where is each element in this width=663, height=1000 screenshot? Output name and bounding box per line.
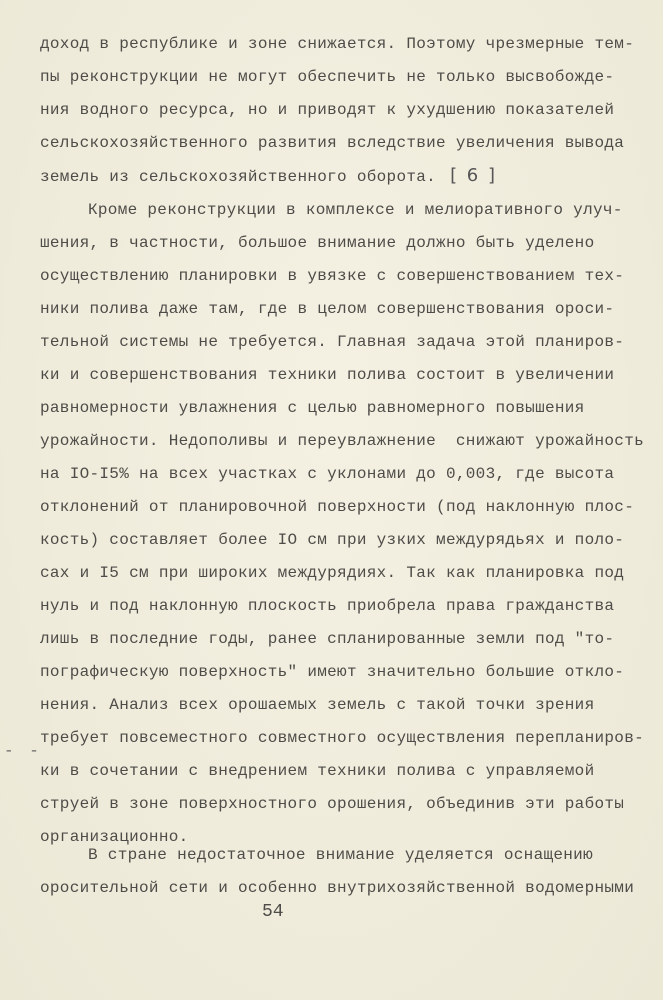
text-line-content: В стране недостаточное внимание уделяется оснащению bbox=[88, 846, 593, 864]
text-line bbox=[40, 365, 614, 385]
text-line bbox=[40, 563, 624, 583]
text-line-content: струей в зоне поверхностного орошения, объединив эти работы bbox=[40, 795, 625, 813]
text-line bbox=[40, 596, 614, 616]
text-line bbox=[40, 878, 634, 898]
text-line-content: ки в сочетании с внедрением техники полива с управляемой bbox=[40, 762, 595, 780]
text-line-content: равномерности увлажнения с целью равномерного повышения bbox=[40, 399, 585, 417]
text-line bbox=[40, 166, 497, 187]
text-line-content: пографическую поверхность" имеют значительно большие откло- bbox=[40, 663, 625, 681]
text-line bbox=[40, 233, 595, 253]
text-line-content: нуль и под наклонную плоскость приобрела права гражданства bbox=[40, 597, 615, 615]
text-line bbox=[40, 827, 189, 847]
text-line-content: организационно. bbox=[40, 828, 189, 846]
text-line-content: нения. Анализ всех орошаемых земель с такой точки зрения bbox=[40, 696, 595, 714]
text-line bbox=[40, 266, 624, 286]
text-line-content: урожайности. Недополивы и переувлажнение снижают урожайность bbox=[40, 432, 644, 450]
text-line-content: осуществлению планировки в увязке с совершенствованием тех- bbox=[40, 267, 625, 285]
text-line bbox=[40, 100, 614, 120]
text-line-content: доход в республике и зоне снижается. Поэтому чрезмерные тем- bbox=[40, 35, 635, 53]
text-line bbox=[40, 332, 624, 352]
text-line bbox=[88, 200, 623, 220]
text-line bbox=[40, 299, 614, 319]
text-line bbox=[40, 728, 644, 748]
text-line bbox=[40, 662, 624, 682]
text-line bbox=[40, 530, 624, 550]
text-line-content: на IO-I5% на всех участках с уклонами до 0,003, где высота bbox=[40, 465, 615, 483]
text-line-content: шения, в частности, большое внимание должно быть уделено bbox=[40, 234, 595, 252]
text-line-content: ки и совершенствования техники полива состоит в увеличении bbox=[40, 366, 615, 384]
text-line-content: лишь в последние годы, ранее спланированные земли под "то- bbox=[40, 630, 615, 648]
text-line bbox=[40, 398, 585, 418]
text-line bbox=[40, 67, 614, 87]
text-line-content: отклонений от планировочной поверхности (под наклонную плос- bbox=[40, 498, 635, 516]
text-line-content: ники полива даже там, где в целом совершенствования ороси- bbox=[40, 300, 615, 318]
text-line bbox=[40, 133, 624, 153]
text-line-content: оросительной сети и особенно внутрихозяйственной водомерными bbox=[40, 879, 635, 897]
text-line bbox=[40, 695, 595, 715]
text-line bbox=[40, 761, 595, 781]
text-line-content: сах и I5 см при широких междурядиях. Так как планировка под bbox=[40, 564, 625, 582]
text-line-content: Кроме реконструкции в комплексе и мелиоративного улуч- bbox=[88, 201, 623, 219]
text-line-content: тельной системы не требуется. Главная задача этой планиров- bbox=[40, 333, 625, 351]
text-line bbox=[40, 464, 614, 484]
margin-mark: - - bbox=[4, 742, 42, 760]
text-line bbox=[40, 34, 634, 54]
text-line-content: ния водного ресурса, но и приводят к ухудшению показателей bbox=[40, 101, 615, 119]
text-line-content: сельскохозяйственного развития вследствие увеличения вывода bbox=[40, 134, 625, 152]
page-number: 54 bbox=[262, 902, 284, 922]
text-line-content: пы реконструкции не могут обеспечить не только высвобожде- bbox=[40, 68, 615, 86]
text-line-content: кость) составляет более IO см при узких междурядьях и поло- bbox=[40, 531, 625, 549]
text-line bbox=[88, 845, 593, 865]
text-line bbox=[40, 497, 634, 517]
text-line bbox=[40, 431, 644, 451]
text-line-content: земель из сельскохозяйственного оборота. bbox=[40, 168, 437, 186]
text-line bbox=[40, 629, 614, 649]
text-line-content: требует повсеместного совместного осуществления перепланиров- bbox=[40, 729, 644, 747]
handwritten-reference: [ 6 ] bbox=[450, 165, 498, 186]
text-line bbox=[40, 794, 624, 814]
